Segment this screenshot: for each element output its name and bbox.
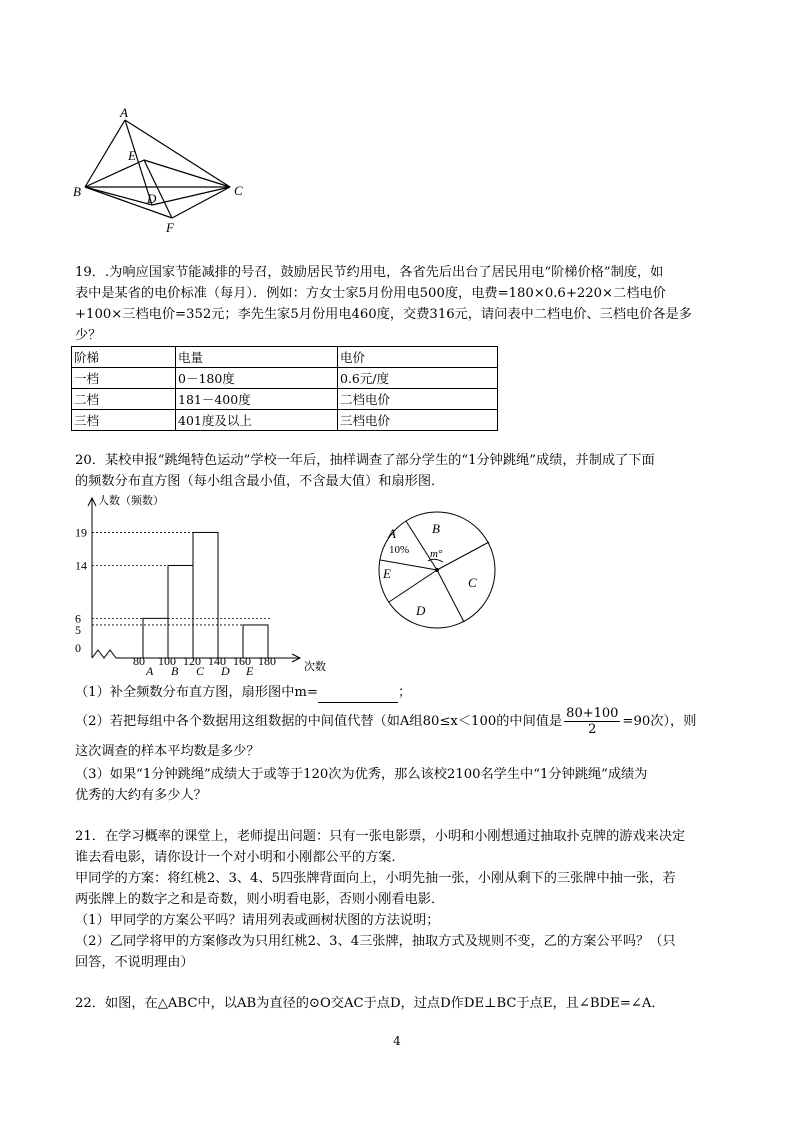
frequency-histogram <box>70 490 340 675</box>
q20-part-2-text-b: =90次），则 <box>622 714 697 729</box>
table-cell: 0.6元/度 <box>338 368 498 389</box>
histogram-bar <box>193 532 218 658</box>
category-label: C <box>196 664 205 675</box>
x-tick-label: 180 <box>258 654 276 668</box>
x-tick-label: 100 <box>158 654 176 668</box>
q21-line-1: 21．在学习概率的课堂上，老师提出问题：只有一张电影票，小明和小刚想通过抽取扑克牌的游戏来决定 <box>75 829 686 844</box>
point-label-f: F <box>166 220 174 235</box>
table-row <box>72 389 498 410</box>
q20-part-1-end: ； <box>397 685 412 700</box>
category-label: E <box>246 664 254 675</box>
table-cell: 三档 <box>72 410 176 431</box>
pie-divider-e-d <box>389 570 437 602</box>
histogram-bar <box>168 565 193 658</box>
segment-dc <box>152 187 230 205</box>
pie-label-a: A <box>388 526 396 541</box>
segment-be <box>85 160 144 187</box>
x-axis-label: 次数 <box>304 661 326 673</box>
q20-line-2: 的频数分布直方图（每小组含最小值，不含最大值）和扇形图． <box>75 474 445 489</box>
x-tick-label: 140 <box>208 654 226 668</box>
y-tick-label: 0 <box>75 641 81 655</box>
page-number: 4 <box>393 1034 401 1048</box>
x-tick-label: 120 <box>183 654 201 668</box>
segment-ab <box>85 120 125 187</box>
point-label-d: D <box>147 191 157 206</box>
price-tier-table <box>71 346 498 431</box>
point-label-e: E <box>128 148 136 163</box>
pie-label-c: C <box>468 575 477 590</box>
table-header-cell: 电量 <box>176 347 338 368</box>
pie-annotation-angle: m° <box>430 548 443 560</box>
q20-part-2-line-2: 这次调查的样本平均数是多少？ <box>75 744 260 759</box>
pie-label-e: E <box>383 566 391 581</box>
q20-part-1 <box>75 682 725 703</box>
y-tick-label: 5 <box>75 622 81 637</box>
table-cell: 181－400度 <box>176 389 338 410</box>
point-label-a: A <box>120 105 128 120</box>
q19-line-4: 少？ <box>75 328 102 343</box>
fraction <box>564 706 620 737</box>
table-cell: 401度及以上 <box>176 410 338 431</box>
q19-line-3: +100×三档电价=352元；李先生家5月份用电460度，交费316元，请问表中二档电价、三档电价各是多 <box>75 307 692 322</box>
q22-text: 22．如图，在△ABC中，以AB为直径的⊙O交AC于点D，过点D作DE⊥BC于点E，且∠BDE=∠A． <box>75 996 665 1011</box>
point-label-b: B <box>73 184 81 199</box>
q21-line-4: 两张牌上的数字之和是奇数，则小明看电影，否则小刚看电影． <box>75 892 445 907</box>
q21-line-2: 谁去看电影，请你设计一个对小明和小刚都公平的方案． <box>75 850 405 865</box>
table-cell: 二档电价 <box>338 389 498 410</box>
histogram-bar <box>143 618 168 658</box>
q21-line-5: （1）甲同学的方案公平吗？请用列表或画树状图的方法说明； <box>75 913 440 928</box>
fraction-numerator: 80+100 <box>566 706 619 721</box>
q20-part-2-text-a: （2）若把每组中各个数据用这组数据的中间值代替（如A组80≤x＜100的中间值是 <box>75 714 563 729</box>
sector-chart <box>372 505 502 635</box>
x-tick-label: 80 <box>133 654 145 668</box>
q21-line-6: （2）乙同学将甲的方案修改为只用红桃2、3、4三张牌，抽取方式及规则不变，乙的方案公平吗？（只 <box>75 934 676 949</box>
y-axis-label: 人数（频数） <box>98 495 164 507</box>
table-header-cell: 阶梯 <box>72 347 176 368</box>
y-tick-label: 14 <box>75 558 87 573</box>
table-cell: 二档 <box>72 389 176 410</box>
segment-fc <box>172 187 230 218</box>
answer-blank <box>318 688 398 703</box>
q20-part-3-line-2: 优秀的大约有多少人？ <box>75 788 207 803</box>
pie-label-b: B <box>432 521 440 536</box>
table-header-row <box>72 347 498 368</box>
y-tick-label: 19 <box>75 525 87 540</box>
q20-line-1: 20．某校申报“跳绳特色运动”学校一年后，抽样调查了部分学生的“1分钟跳绳”成绩，并制成了下面 <box>75 453 655 468</box>
q20-part-1-text: （1）补全频数分布直方图，扇形图中m= <box>75 685 318 700</box>
q21-line-3: 甲同学的方案：将红桃2、3、4、5四张牌背面向上，小明先抽一张，小刚从剩下的三张牌中抽一张，若 <box>75 871 676 886</box>
segment-bd <box>85 187 152 205</box>
q19-line-2: 表中是某省的电价标准（每月）．例如：方女士家5月份用电500度，电费=180×0.6+220×二档电价 <box>75 286 666 301</box>
table-row <box>72 410 498 431</box>
fraction-denominator: 2 <box>588 722 597 737</box>
x-tick-label: 160 <box>233 654 251 668</box>
y-tick-label: 6 <box>75 611 81 626</box>
axis-break-icon <box>92 650 118 658</box>
table-cell: 一档 <box>72 368 176 389</box>
pie-divider-d-c <box>437 570 464 622</box>
q21-line-7: 回答，不说明理由） <box>75 955 194 970</box>
q20-part-2 <box>75 706 725 737</box>
pie-divider-b-c <box>437 542 489 570</box>
pie-label-d: D <box>416 603 426 618</box>
geometry-figure <box>60 100 260 235</box>
table-cell: 0－180度 <box>176 368 338 389</box>
table-cell: 三档电价 <box>338 410 498 431</box>
category-label: D <box>221 664 230 675</box>
table-header-cell: 电价 <box>338 347 498 368</box>
category-label: B <box>171 664 179 675</box>
q19-line-1: 19．.为响应国家节能减排的号召，鼓励居民节约用电，各省先后出台了居民用电“阶梯价格”制度，如 <box>75 265 664 280</box>
pie-center <box>435 568 439 572</box>
category-label: A <box>146 664 154 675</box>
point-label-c: C <box>234 183 243 198</box>
segment-ac <box>125 120 230 187</box>
pie-annotation-percent: 10% <box>389 544 410 556</box>
segment-ec <box>144 160 230 187</box>
table-row <box>72 368 498 389</box>
q20-part-3-line-1: （3）如果“1分钟跳绳”成绩大于或等于120次为优秀，那么该校2100名学生中“1分钟跳绳”成绩为 <box>75 767 648 782</box>
